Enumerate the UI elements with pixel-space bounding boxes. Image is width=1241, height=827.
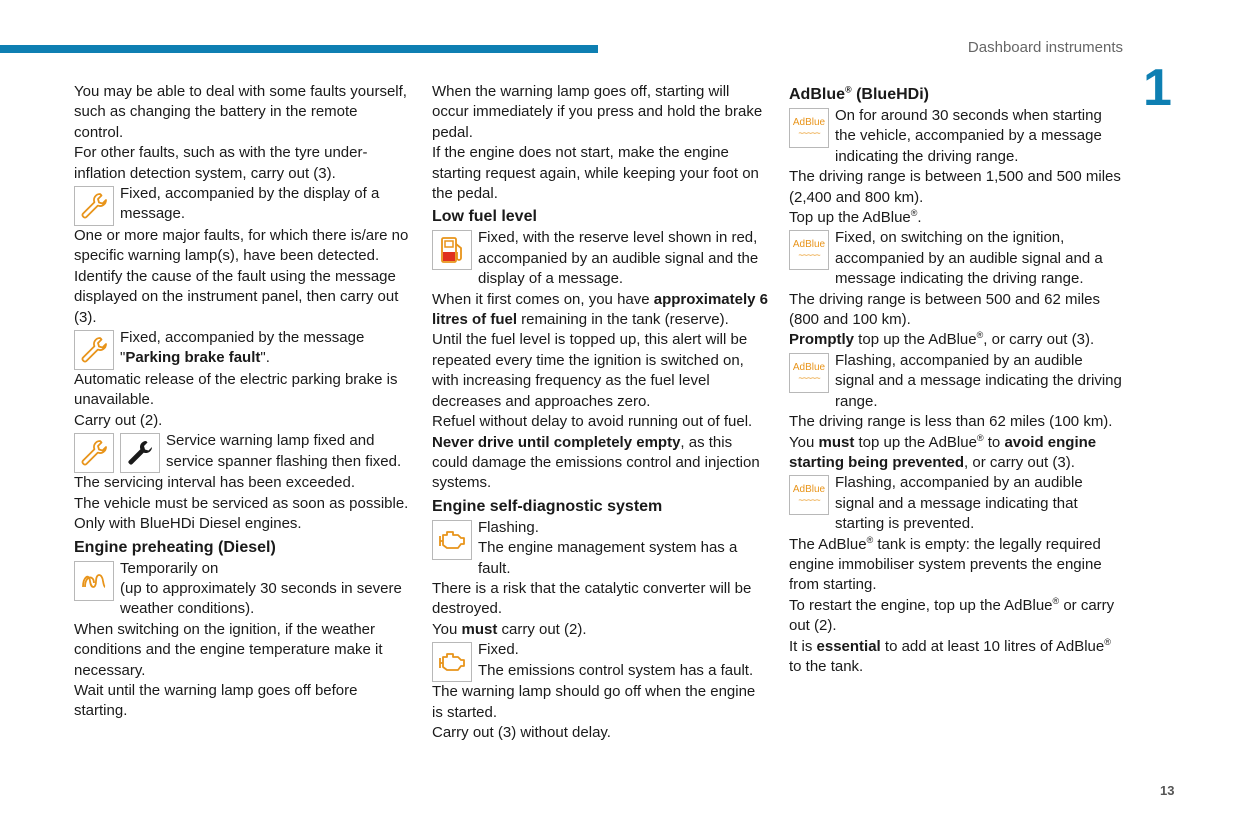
lamp-description: Service warning lamp fixed and service spanner flashing then fixed. <box>166 432 402 470</box>
paragraph: The vehicle must be serviced as soon as possible. <box>74 494 409 512</box>
paragraph: When the warning lamp goes off, starting will occur immediately if you press and hold the brake pedal. <box>432 83 763 141</box>
message-text: Parking brake fault <box>125 349 261 367</box>
header-accent-bar <box>0 45 598 53</box>
warning-lamp-entry <box>432 640 768 682</box>
registered-mark: ® <box>845 84 852 95</box>
heading-adblue <box>789 82 1125 106</box>
bold-text: must <box>461 620 498 638</box>
text: (BlueHDi) <box>851 86 929 103</box>
heading-low-fuel-level: Low fuel level <box>432 208 537 226</box>
text: top up the AdBlue <box>854 433 977 451</box>
column-3 <box>789 82 1125 677</box>
text: . <box>917 209 922 227</box>
lamp-description: Flashing, accompanied by an audible signal and a message indicating the driving range. <box>835 351 1122 410</box>
paragraph <box>789 637 1125 678</box>
warning-lamp-entry <box>432 228 768 289</box>
warning-lamp-entry <box>789 351 1125 412</box>
paragraph: For other faults, such as with the tyre under-inflation detection system, carry out (3). <box>74 144 368 182</box>
text: remaining in the tank (reserve). <box>517 311 729 329</box>
bold-text: must <box>818 433 855 451</box>
registered-mark: ® <box>976 330 984 341</box>
warning-lamp-entry <box>789 228 1125 289</box>
registered-mark: ® <box>910 208 918 219</box>
paragraph <box>789 330 1125 350</box>
lamp-description: The engine management system has a fault. <box>478 539 738 577</box>
lamp-description: Fixed. <box>478 641 519 659</box>
adblue-icon <box>789 230 829 270</box>
registered-mark: ® <box>1104 636 1111 647</box>
lamp-description: Fixed, accompanied by the message " <box>120 329 365 367</box>
warning-lamp-entry <box>74 431 410 473</box>
warning-lamp-entry <box>789 106 1125 167</box>
registered-mark: ® <box>976 432 984 443</box>
text: To restart the engine, top up the AdBlue <box>789 596 1053 614</box>
text: tank is empty: the legally required engine immobiliser system prevents the engine from starting. <box>789 535 1102 594</box>
paragraph <box>789 208 1125 228</box>
adblue-icon-wave: ~~~~~ <box>798 250 820 261</box>
lamp-description: Flashing, accompanied by an audible signal and a message indicating that starting is prevented. <box>835 474 1083 533</box>
text: , or carry out (3). <box>964 453 1075 471</box>
paragraph: You may be able to deal with some faults yourself, such as changing the battery in the remote control. <box>74 83 407 141</box>
adblue-icon-label: AdBlue <box>792 484 826 496</box>
paragraph <box>432 290 768 331</box>
adblue-icon <box>789 475 829 515</box>
adblue-icon-label: AdBlue <box>792 117 826 128</box>
bold-text: Never drive until completely empty <box>432 433 681 451</box>
text: carry out (2). <box>497 620 587 638</box>
spanner-icon <box>74 330 114 370</box>
adblue-icon <box>789 108 829 148</box>
paragraph: Carry out (3) without delay. <box>432 723 611 741</box>
fuel-pump-icon <box>432 230 472 270</box>
warning-lamp-entry <box>74 184 410 226</box>
lamp-description-end: ". <box>260 349 270 367</box>
adblue-icon <box>789 353 829 393</box>
text: You <box>789 433 819 451</box>
paragraph: If the engine does not start, make the engine starting request again, while keeping your foot on the pedal. <box>432 144 759 203</box>
paragraph: Until the fuel level is topped up, this alert will be repeated every time the ignition is switched on, with increasing frequency as the fuel level decreases and approaches zero. <box>432 331 748 410</box>
bold-text: avoid engine starting being prevented <box>789 433 1097 471</box>
lamp-description: On for around 30 seconds when starting the vehicle, accompanied by a message indicating the driving range. <box>835 107 1102 165</box>
paragraph: Automatic release of the electric parking brake is unavailable. <box>74 371 398 409</box>
lamp-description: Fixed, accompanied by the display of a message. <box>120 185 380 223</box>
paragraph: Refuel without delay to avoid running out of fuel. <box>432 413 753 431</box>
text: , as this could damage the emissions control and injection systems. <box>432 433 760 492</box>
paragraph <box>432 620 768 640</box>
column-2 <box>432 82 768 743</box>
lamp-description: Fixed, on switching on the ignition, accompanied by an audible signal and a message indicating the driving range. <box>835 229 1103 288</box>
paragraph: The driving range is less than 62 miles (100 km). <box>789 413 1113 431</box>
warning-lamp-entry <box>74 559 410 620</box>
adblue-icon-label: AdBlue <box>792 361 826 373</box>
warning-lamp-entry <box>789 473 1125 534</box>
text: to add at least 10 litres of AdBlue <box>880 637 1105 655</box>
service-spanner-icon <box>120 433 160 473</box>
lamp-description: (up to approximately 30 seconds in severe weather conditions). <box>120 579 402 618</box>
text: to <box>983 433 1005 451</box>
paragraph: The warning lamp should go off when the engine is started. <box>432 683 756 721</box>
column-1 <box>74 82 410 722</box>
registered-mark: ® <box>866 534 874 545</box>
warning-lamp-entry <box>74 328 410 370</box>
text: When it first comes on, you have <box>432 290 654 308</box>
engine-icon <box>432 520 472 560</box>
paragraph: Wait until the warning lamp goes off before starting. <box>74 681 358 720</box>
page-number: 13 <box>1160 783 1175 798</box>
text: You <box>432 620 462 638</box>
paragraph <box>789 596 1125 637</box>
paragraph <box>789 535 1125 596</box>
heading-engine-self-diagnostic: Engine self-diagnostic system <box>432 497 663 515</box>
paragraph <box>432 433 768 494</box>
chapter-number: 1 <box>1143 59 1172 117</box>
paragraph: Identify the cause of the fault using the message displayed on the instrument panel, then carry out (3). <box>74 267 399 326</box>
glow-plug-icon <box>74 561 114 601</box>
text: Top up the AdBlue <box>789 209 911 227</box>
bold-text: approximately 6 litres of fuel <box>432 290 768 329</box>
adblue-icon-wave: ~~~~~ <box>798 128 820 138</box>
paragraph: The driving range is between 500 and 62 miles (800 and 100 km). <box>789 290 1101 329</box>
heading-engine-preheating: Engine preheating (Diesel) <box>74 538 276 556</box>
text: The AdBlue <box>789 535 867 553</box>
text: It is <box>789 637 817 655</box>
text: top up the AdBlue <box>854 331 977 349</box>
text: to the tank. <box>789 657 864 675</box>
lamp-description: Temporarily on <box>120 559 219 577</box>
text: , or carry out (3). <box>983 331 1095 349</box>
engine-icon <box>432 642 472 682</box>
text: or carry out (2). <box>789 596 1115 635</box>
paragraph: Carry out (2). <box>74 411 163 429</box>
text: AdBlue <box>789 86 845 103</box>
paragraph: One or more major faults, for which there is/are no specific warning lamp(s), have been detected. <box>74 227 409 265</box>
adblue-icon-wave: ~~~~~ <box>798 495 820 506</box>
spanner-icon <box>74 433 114 473</box>
paragraph <box>789 433 1125 474</box>
section-title: Dashboard instruments <box>967 39 1123 56</box>
adblue-icon-wave: ~~~~~ <box>798 372 820 383</box>
warning-lamp-entry <box>432 518 768 579</box>
paragraph: There is a risk that the catalytic converter will be destroyed. <box>432 579 752 618</box>
bold-text: Promptly <box>789 331 855 349</box>
spanner-icon <box>74 186 114 226</box>
lamp-description: Fixed, with the reserve level shown in red, accompanied by an audible signal and the display of a message. <box>478 229 759 288</box>
adblue-icon-label: AdBlue <box>792 239 826 251</box>
paragraph: When switching on the ignition, if the weather conditions and the engine temperature make it necessary. <box>74 620 383 679</box>
paragraph: The driving range is between 1,500 and 500 miles (2,400 and 800 km). <box>789 168 1121 206</box>
lamp-description: Flashing. <box>478 518 539 536</box>
paragraph: Only with BlueHDi Diesel engines. <box>74 515 302 533</box>
bold-text: essential <box>816 637 881 655</box>
paragraph: The servicing interval has been exceeded. <box>74 474 356 492</box>
lamp-description: The emissions control system has a fault. <box>478 661 754 679</box>
registered-mark: ® <box>1052 595 1060 606</box>
